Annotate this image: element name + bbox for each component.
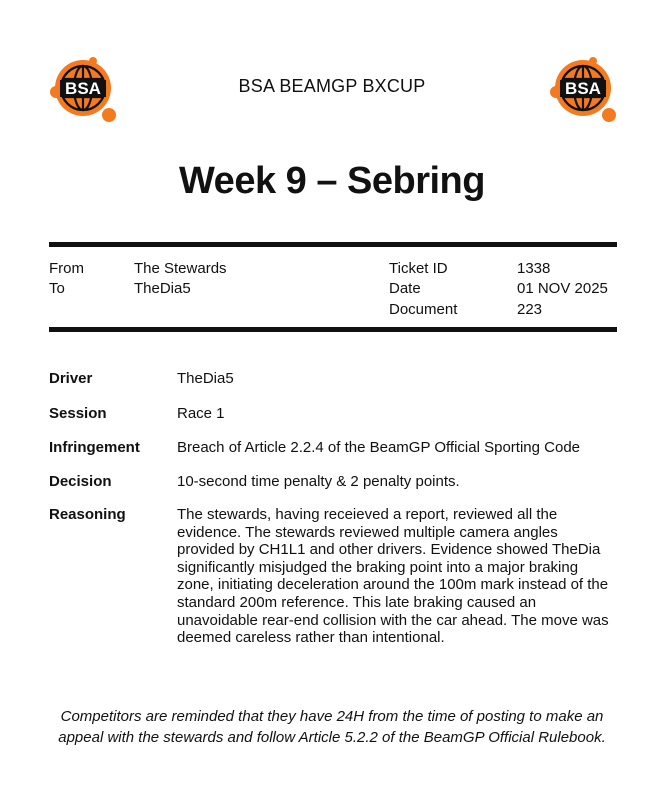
decision-value: 10-second time penalty & 2 penalty points. xyxy=(177,473,460,490)
header-divider-top xyxy=(49,242,617,247)
session-label: Session xyxy=(49,405,107,422)
date-label: Date xyxy=(389,280,421,297)
driver-value: TheDia5 xyxy=(177,370,234,387)
infringement-label: Infringement xyxy=(49,439,140,456)
to-value: TheDia5 xyxy=(134,280,191,297)
bsa-logo-right xyxy=(548,56,618,124)
decision-label: Decision xyxy=(49,473,112,490)
session-value: Race 1 xyxy=(177,405,225,422)
document-number-value: 223 xyxy=(517,301,543,318)
document-number-label: Document xyxy=(389,301,458,318)
infringement-value: Breach of Article 2.2.4 of the BeamGP Official Sporting Code xyxy=(177,439,581,456)
logo-text: BSA xyxy=(65,79,101,98)
date-value: 01 NOV 2025 xyxy=(517,280,608,297)
from-label: From xyxy=(49,260,84,277)
document-title: Week 9 – Sebring xyxy=(179,160,485,202)
globe-icon xyxy=(548,56,618,124)
ticket-id-label: Ticket ID xyxy=(389,260,448,277)
to-label: To xyxy=(49,280,65,297)
from-value: The Stewards xyxy=(134,260,227,277)
driver-label: Driver xyxy=(49,370,93,387)
organization-name: BSA BEAMGP BXCUP xyxy=(238,76,426,96)
reasoning-value: The stewards, having receieved a report, reviewed all the evidence. The stewards reviewed multiple camera angles provided by CH1L1 and other drivers. Evidence showed TheDia significantly misjudged the braking point into a major braking zone, initiating deceleration around the 100m mark instead of the standard 200m reference. This late braking caused an unavoidable rear-end collision with the car ahead. The move was deemed careless rather than intentional. xyxy=(177,506,609,647)
reasoning-label: Reasoning xyxy=(49,506,126,523)
logo-text: BSA xyxy=(565,79,601,98)
appeal-notice: Competitors are reminded that they have 24H from the time of posting to make an appeal with the stewards and follow Article 5.2.2 of the BeamGP Official Rulebook. xyxy=(58,708,606,746)
header-divider-bottom xyxy=(49,327,617,332)
ticket-id-value: 1338 xyxy=(517,260,551,277)
